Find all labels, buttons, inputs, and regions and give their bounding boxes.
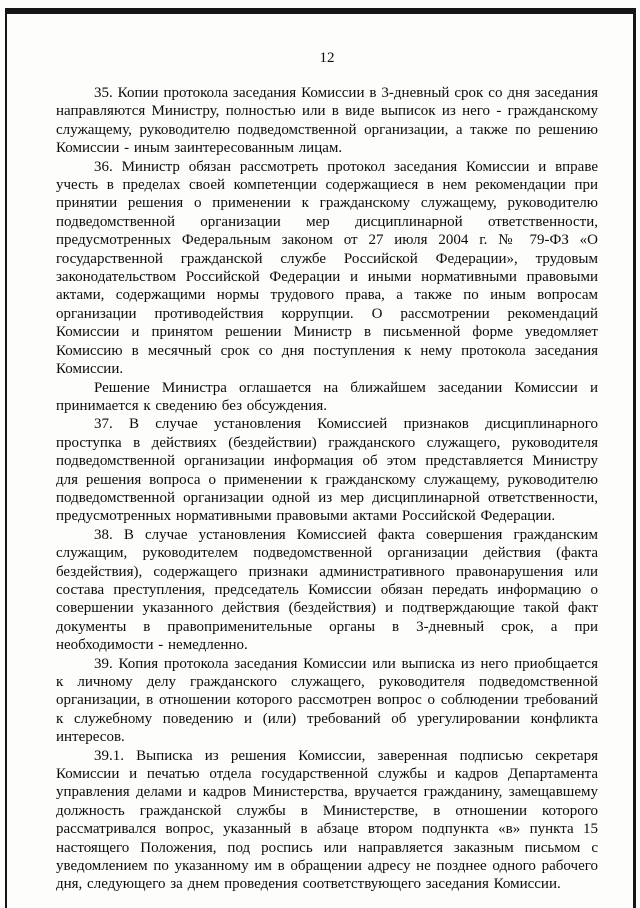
paragraph-36-decision: Решение Министра оглашается на ближайшем заседании Комиссии и принимается к сведению без обсуждения. <box>56 379 598 414</box>
paragraph-36: 36. Министр обязан рассмотреть протокол заседания Комиссии и вправе учесть в пределах своей компетенции содержащиеся в нем рекомендации при принятии решения о применении к гражданскому служащему, руководителю подведомственной организации мер дисциплинарной ответственности, предусмотренных Федеральным законом от 27 июля 2004 г. № 79-ФЗ «О государственной гражданской службе Российской Федерации», трудовым законодательством Российской Федерации и иными нормативными правовыми актами, содержащими нормы трудового права, а также по иным вопросам организации противодействия коррупции. О рассмотрении рекомендаций Комиссии и принятом решении Министр в письменной форме уведомляет Комиссию в месячный срок со дня поступления к нему протокола заседания Комиссии. <box>56 158 598 378</box>
paragraph-38: 38. В случае установления Комиссией факта совершения гражданским служащим, руководителем подведомственной организации действия (факта бездействия), содержащего признаки административного правонарушения или состава преступления, председатель Комиссии обязан передать информацию о совершении указанного действия (бездействия) и подтверждающие такой факт документы в правоприменительные органы в 3-дневный срок, а при необходимости - немедленно. <box>56 526 598 654</box>
page-number: 12 <box>319 50 335 66</box>
paragraph-39-1: 39.1. Выписка из решения Комиссии, заверенная подписью секретаря Комиссии и печатью отдела государственной службы и кадров Департамента управления делами и кадров Министерства, вручается гражданину, замещавшему должность гражданской службы в Министерстве, в отношении которого рассматривался вопрос, указанный в абзаце втором подпункта «в» пункта 15 настоящего Положения, под роспись или направляется заказным письмом с уведомлением по указанному им в обращении адресу не позднее одного рабочего дня, следующего за днем проведения соответствующего заседания Комиссии. <box>56 747 598 893</box>
paragraph-35: 35. Копии протокола заседания Комиссии в 3-дневный срок со дня заседания направляются Министру, полностью или в виде выписок из него - гражданскому служащему, руководителю подведомственной организации, а также по решению Комиссии - иным заинтересованным лицам. <box>56 85 598 157</box>
document-body <box>56 84 598 894</box>
paragraph-37: 37. В случае установления Комиссией признаков дисциплинарного проступка в действиях (бездействии) гражданского служащего, руководителя подведомственной организации информация об этом представляется Министру для решения вопроса о применении к гражданскому служащему, руководителю подведомственной организации одной из мер дисциплинарной ответственности, предусмотренных нормативными правовыми актами Российской Федерации. <box>56 416 598 525</box>
document-page <box>56 50 598 894</box>
paragraph-39: 39. Копия протокола заседания Комиссии или выписка из него приобщается к личному делу гражданского служащего, руководителя подведомственной организации, в отношении которого рассмотрен вопрос о соблюдении требований к служебному поведению и (или) требований об урегулировании конфликта интересов. <box>56 655 598 746</box>
